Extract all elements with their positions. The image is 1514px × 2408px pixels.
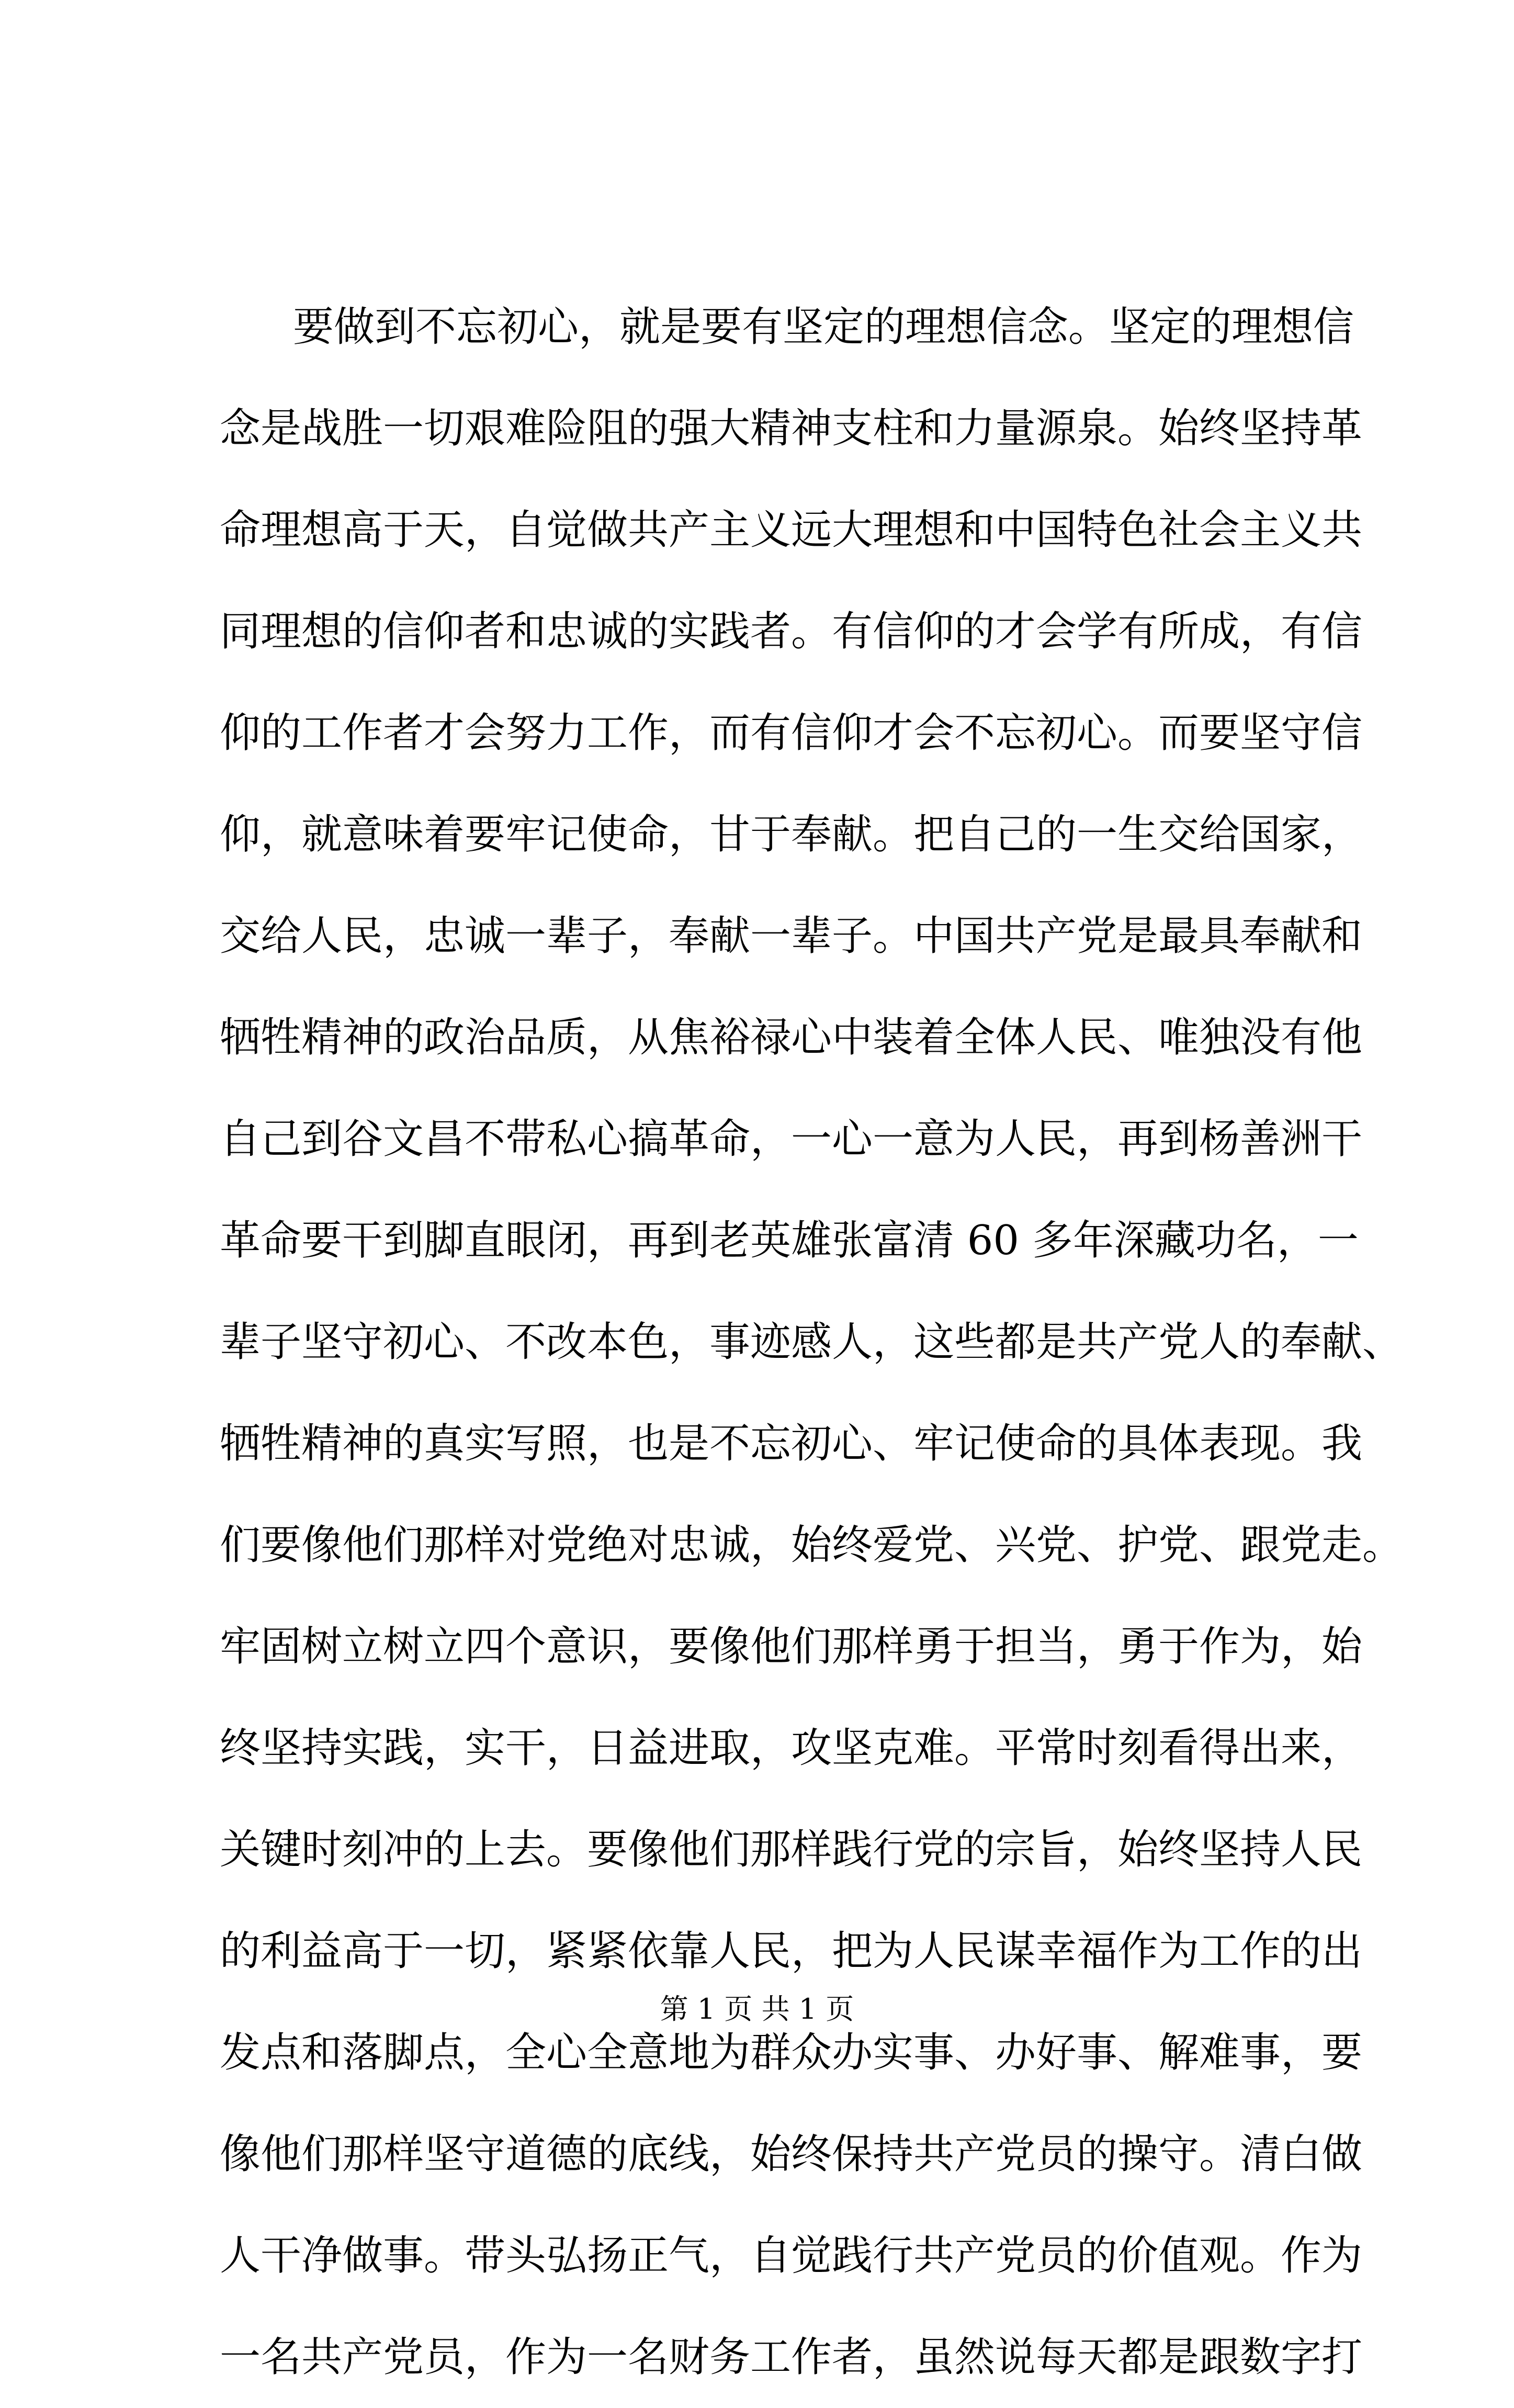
paragraph-line: 同理想的信仰者和忠诚的实践者。有信仰的才会学有所成，有信: [220, 608, 1363, 655]
paragraph-line: 自己到谷文昌不带私心搞革命，一心一意为人民，再到杨善洲干: [220, 1116, 1363, 1163]
paragraph-line: 关键时刻冲的上去。要像他们那样践行党的宗旨，始终坚持人民: [220, 1826, 1363, 1873]
paragraph-line: 人干净做事。带头弘扬正气，自觉践行共产党员的价值观。作为: [220, 2232, 1363, 2279]
paragraph-line: 牢固树立树立四个意识，要像他们那样勇于担当，勇于作为，始: [220, 1623, 1363, 1670]
paragraph-line: 辈子坚守初心、不改本色，事迹感人，这些都是共产党人的奉献、: [220, 1319, 1404, 1366]
paragraph-line: 牺牲精神的真实写照，也是不忘初心、牢记使命的具体表现。我: [220, 1420, 1363, 1467]
paragraph-line: 一名共产党员，作为一名财务工作者，虽然说每天都是跟数字打: [220, 2334, 1363, 2381]
paragraph-line: 牺牲精神的政治品质，从焦裕禄心中装着全体人民、唯独没有他: [220, 1014, 1363, 1061]
paragraph-line: 的利益高于一切，紧紧依靠人民，把为人民谋幸福作为工作的出: [220, 1928, 1363, 1975]
paragraph-line: 发点和落脚点，全心全意地为群众办实事、办好事、解难事，要: [220, 2029, 1363, 2076]
paragraph-line: 像他们那样坚守道德的底线，始终保持共产党员的操守。清白做: [220, 2131, 1363, 2178]
paragraph-line: 终坚持实践，实干，日益进取，攻坚克难。平常时刻看得出来，: [220, 1725, 1363, 1772]
paragraph-line: 们要像他们那样对党绝对忠诚，始终爱党、兴党、护党、跟党走。: [220, 1522, 1404, 1569]
paragraph-line: 念是战胜一切艰难险阻的强大精神支柱和力量源泉。始终坚持革: [220, 405, 1363, 452]
paragraph-line: 要做到不忘初心，就是要有坚定的理想信念。坚定的理想信: [293, 303, 1354, 351]
paragraph-line: 仰，就意味着要牢记使命，甘于奉献。把自己的一生交给国家，: [220, 811, 1363, 858]
paragraph-line: 革命要干到脚直眼闭，再到老英雄张富清 60 多年深藏功名，一: [220, 1217, 1359, 1264]
paragraph-line: 命理想高于天，自觉做共产主义远大理想和中国特色社会主义共: [220, 507, 1363, 554]
paragraph-line: 仰的工作者才会努力工作，而有信仰才会不忘初心。而要坚守信: [220, 710, 1363, 757]
body-paragraph: [220, 276, 1404, 2408]
page-number-footer: 第 1 页 共 1 页: [660, 1993, 854, 2026]
paragraph-line: 交给人民，忠诚一辈子，奉献一辈子。中国共产党是最具奉献和: [220, 913, 1363, 960]
